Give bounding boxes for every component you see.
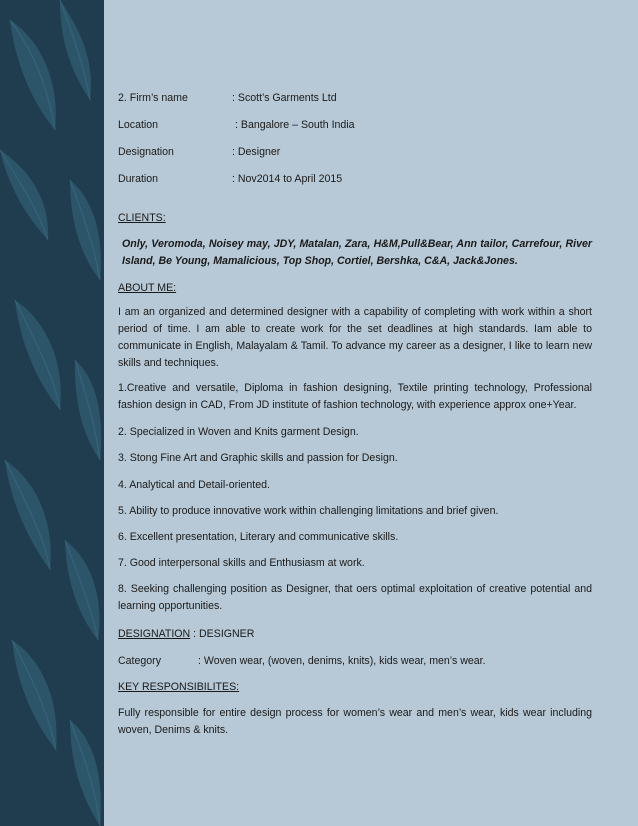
about-point-8: 8. Seeking challenging position as Designer, that oers optimal exploitation of creative potential and learning opportunities. bbox=[118, 583, 592, 612]
designation-value: : Designer bbox=[232, 146, 281, 158]
about-intro: I am an organized and determined designer with a capability of completing with work within a short period of time. I am able to create work for the set deadlines at high standards. Iam able to communicate in English, Malayalam & Tamil. To advance my career as a designer, I like to learn new skills and techniques. bbox=[118, 306, 592, 369]
about-point-7: 7. Good interpersonal skills and Enthusiasm at work. bbox=[118, 557, 365, 569]
designation-label: Designation bbox=[118, 146, 174, 158]
duration-value: : Nov2014 to April 2015 bbox=[232, 173, 343, 185]
clients-list: Only, Veromoda, Noisey may, JDY, Matalan, Zara, H&M,Pull&Bear, Ann tailor, Carrefour, River Island, Be Young, Mamalicious, Top Shop, Cortiel, Bershka, C&A, Jack&Jones. bbox=[122, 238, 592, 267]
leaf-pattern-icon bbox=[0, 0, 104, 826]
about-point-2: 2. Specialized in Woven and Knits garment Design. bbox=[118, 426, 359, 438]
about-point-3: 3. Stong Fine Art and Graphic skills and passion for Design. bbox=[118, 452, 398, 464]
resume-page bbox=[104, 0, 638, 826]
designation-heading: DESIGNATION bbox=[118, 628, 191, 640]
decorative-sidebar bbox=[0, 0, 104, 826]
firm-value: : Scott’s Garments Ltd bbox=[232, 92, 337, 104]
responsibilities-heading: KEY RESPONSIBILITES: bbox=[118, 681, 240, 693]
category-value: : Woven wear, (woven, denims, knits), kids wear, men’s wear. bbox=[198, 655, 486, 667]
about-heading: ABOUT ME: bbox=[118, 282, 177, 294]
responsibilities-text: Fully responsible for entire design process for women’s wear and men’s wear, kids wear including woven, Denims & knits. bbox=[118, 707, 592, 736]
location-value: : Bangalore – South India bbox=[235, 119, 355, 131]
location-label: Location bbox=[118, 119, 159, 131]
designation-section bbox=[118, 626, 254, 643]
about-point-6: 6. Excellent presentation, Literary and communicative skills. bbox=[118, 531, 399, 543]
category-label: Category bbox=[118, 655, 161, 667]
about-point-1: 1.Creative and versatile, Diploma in fashion designing, Textile printing technology, Professional fashion design in CAD, From JD institute of fashion technology, with experience approx one+Year. bbox=[118, 382, 592, 411]
firm-label: 2. Firm’s name bbox=[118, 92, 188, 104]
about-point-5: 5. Ability to produce innovative work within challenging limitations and brief given. bbox=[118, 505, 499, 517]
designation-section-value: : DESIGNER bbox=[190, 628, 255, 640]
about-point-4: 4. Analytical and Detail-oriented. bbox=[118, 479, 270, 491]
duration-label: Duration bbox=[118, 173, 159, 185]
clients-heading: CLIENTS: bbox=[118, 212, 166, 224]
